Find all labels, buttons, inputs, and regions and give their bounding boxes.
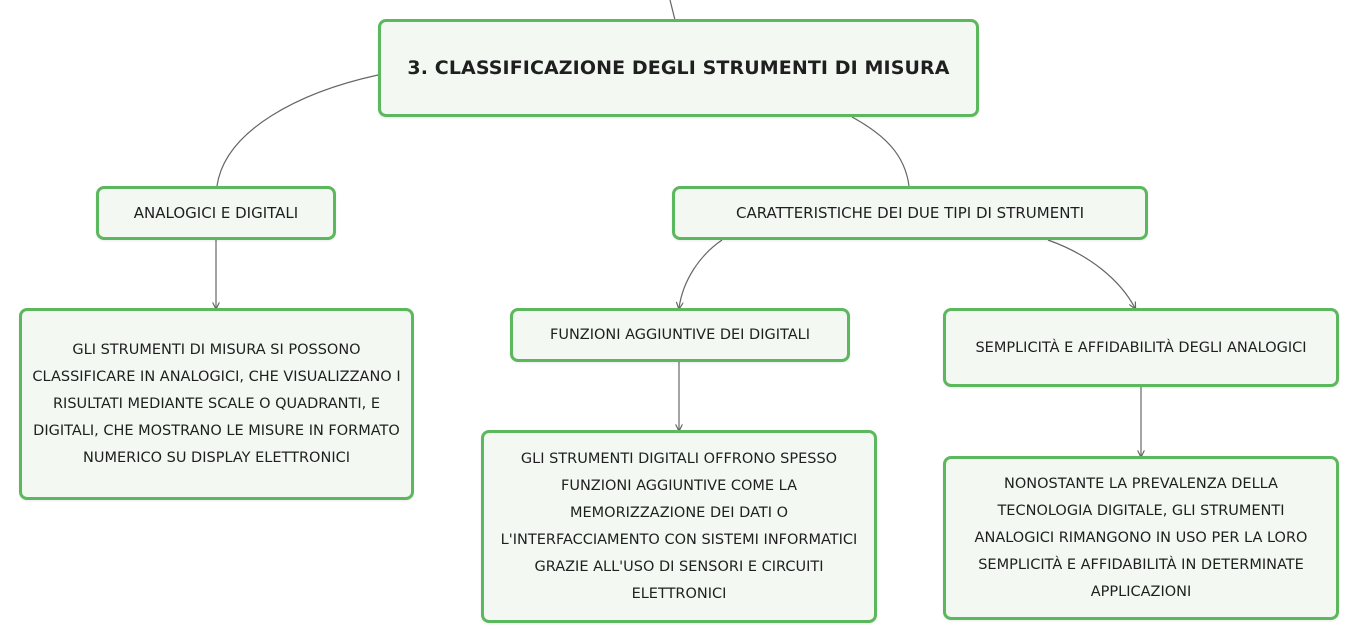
description-funzioni-digitali[interactable] [481,430,877,623]
description-semplicita-analogici-text: NONOSTANTE LA PREVALENZA DELLA TECNOLOGIA DIGITALE, GLI STRUMENTI ANALOGICI RIMANGONO IN USO PER LA LORO SEMPLICITÀ E AFFIDABILITÀ IN DETERMINATE APPLICAZIONI [974,475,1308,600]
topic-caratteristiche-title: CARATTERISTICHE DEI DUE TIPI DI STRUMENTI [735,204,1084,222]
connector-right-branch-to-digital [679,240,722,308]
topic-analogici-digitali-title: ANALOGICI E DIGITALI [133,204,299,222]
connector-root-to-right-branch [852,117,909,186]
description-funzioni-digitali-text: GLI STRUMENTI DIGITALI OFFRONO SPESSO FUNZIONI AGGIUNTIVE COME LA MEMORIZZAZIONE DEI DATI O L'INTERFACCIAMENTO CON SISTEMI INFORMATICI GRAZIE ALL'USO DI SENSORI E CIRCUITI ELETTRONICI [500,450,858,602]
description-classificazione-text: GLI STRUMENTI DI MISURA SI POSSONO CLASSIFICARE IN ANALOGICI, CHE VISUALIZZANO I RISULTATI MEDIANTE SCALE O QUADRANTI, E DIGITALI, CHE MOSTRANO LE MISURE IN FORMATO NUMERICO SU DISPLAY ELETTRONICI [32,341,401,466]
topic-analogici-digitali[interactable] [96,186,336,240]
topic-semplicita-analogici[interactable] [943,308,1339,387]
connector-right-branch-to-analog [1048,240,1135,308]
connector-root-to-left-branch [217,75,378,186]
root-topic[interactable] [378,19,979,117]
topic-semplicita-analogici-title: SEMPLICITÀ E AFFIDABILITÀ DEGLI ANALOGICI [975,339,1307,356]
description-semplicita-analogici[interactable] [943,456,1339,620]
connector-parent-to-root [670,0,675,20]
topic-funzioni-digitali-title: FUNZIONI AGGIUNTIVE DEI DIGITALI [549,327,811,343]
topic-caratteristiche[interactable] [672,186,1148,240]
root-topic-title: 3. CLASSIFICAZIONE DEGLI STRUMENTI DI MISURA [407,57,950,79]
topic-funzioni-digitali[interactable] [510,308,850,362]
description-classificazione[interactable] [19,308,414,500]
